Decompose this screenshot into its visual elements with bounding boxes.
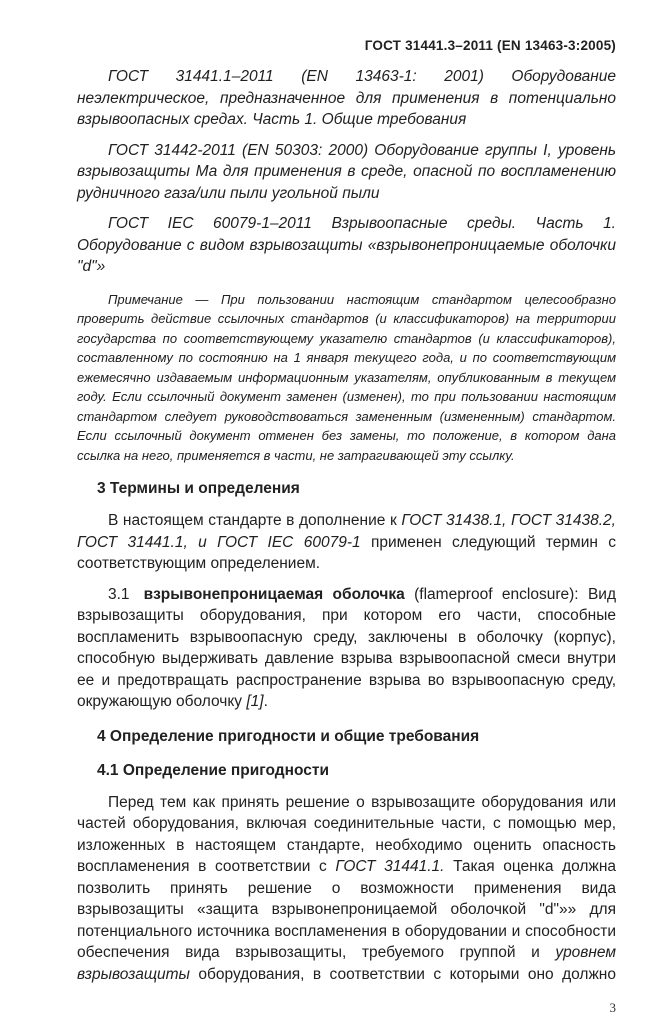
reference-gost-iec-60079-1: ГОСТ IEC 60079-1–2011 Взрывоопасные среды. Часть 1. Оборудование с видом взрывозащиты «взрывонепроницаемые оболочки "d"» — [77, 215, 616, 275]
note-label: Примечание — — [108, 291, 221, 307]
document-body — [77, 66, 616, 985]
term-definition-1: (flameproof enclosure): Вид взрывозащиты оборудования, при котором его части, способные воспламенить взрывоопасную среду, заключены в оболочку (корпус), способную выдерживать давление взрыва взрывоопасной смеси внутри ее и предотвращать распространение взрыва во взрывоопасную среду, окружающую оболочку — [77, 585, 616, 710]
term-3-1-paragraph — [77, 584, 616, 713]
note-paragraph — [77, 290, 616, 466]
running-header — [77, 38, 616, 53]
reference-gost-31441-1: ГОСТ 31441.1–2011 (EN 13463-1: 2001) Оборудование неэлектрическое, предназначенное для применения в потенциально взрывоопасных средах. Часть 1. Общие требования — [77, 68, 616, 128]
section-4-1-heading: 4.1 Определение пригодности — [97, 761, 329, 779]
section-4-1-paragraph — [77, 792, 616, 986]
term-definition-2: . — [263, 693, 268, 710]
section-3-intro-paragraph — [77, 510, 616, 575]
suitability-text-3: оборудования, в соответствии с которыми оно должно — [189, 965, 616, 983]
intro-text-1: В настоящем стандарте в дополнение к — [108, 512, 402, 529]
document-code: ГОСТ 31441.3–2011 (EN 13463-3:2005) — [364, 38, 616, 53]
bibliography-citation: [1] — [246, 693, 264, 710]
section-4-heading: 4 Определение пригодности и общие требования — [97, 727, 480, 745]
suitability-text-1: Перед тем как принять решение о взрывозащите оборудования или частей оборудования, включая соединительные части, с помощью мер, изложенных в настоящем стандарте, необходимо оценить опасность воспламенения в соответствии с — [77, 793, 616, 875]
page-footer — [77, 999, 616, 1017]
gost-31441-1-reference: ГОСТ 31441.1. — [335, 858, 445, 875]
intro-standard-references: ГОСТ 31438.1, ГОСТ 31438.2, ГОСТ 31441.1, и ГОСТ IEC 60079-1 — [77, 512, 616, 551]
note-body: При пользовании настоящим стандартом целесообразно проверить действие ссылочных стандартов (и классификаторов) на территории государства по соответствующему указателю стандартов (и классификаторов), составленному по состоянию на 1 января текущего года, и по соответствующим ежемесячно издаваемым информационным указателям, опубликованным в текущем году. Если ссылочный документ заменен (изменен), то при пользовании настоящим стандартом следует руководствоваться замененным (измененным) стандартом. Если ссылочный документ отменен без замены, то положение, в котором дана ссылка на него, применяется в части, не затрагивающей эту ссылку. — [77, 291, 616, 463]
section-3-heading: 3 Термины и определения — [97, 480, 300, 497]
term-name: взрывонепроницаемая оболочка — [143, 585, 405, 603]
protection-level-emphasis: уровнем взрывозащиты — [77, 944, 616, 983]
page-number: 3 — [609, 1000, 616, 1015]
term-number: 3.1 — [108, 585, 130, 603]
suitability-text-2: Такая оценка должна позволить принять решение о возможности применения вида взрывозащиты «защита взрывонепроницаемой оболочкой "d"»» для потенциального источника воспламенения в оборудовании и способности обеспечения вида взрывозащиты, требуемого группой и — [77, 858, 617, 961]
intro-text-2: применен следующий термин с соответствующим определением. — [77, 533, 616, 572]
reference-gost-31442: ГОСТ 31442-2011 (EN 50303: 2000) Оборудование группы I, уровень взрывозащиты Ма для применения в среде, опасной по воспламенению рудничного газа/или пыли угольной пыли — [77, 141, 616, 202]
